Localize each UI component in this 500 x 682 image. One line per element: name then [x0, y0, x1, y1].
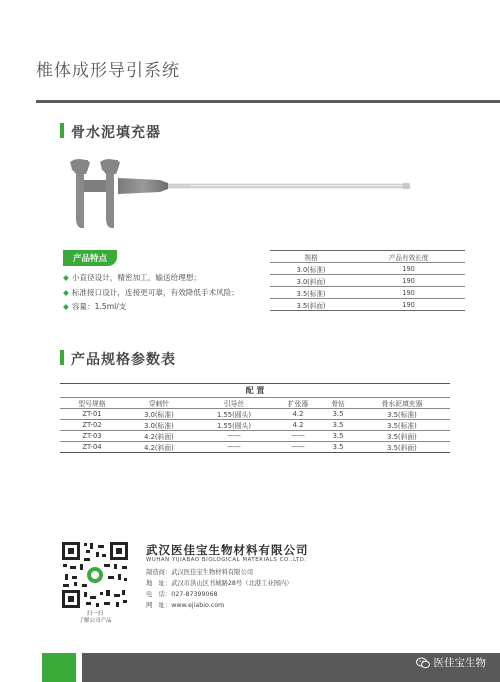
- column-header: 产品有效长度: [388, 253, 429, 262]
- feature-item: ◆ 标准接口设计，连接更可靠，有效降低手术风险；: [63, 288, 239, 297]
- table-cell: 3.5(斜面): [296, 301, 326, 310]
- table-cell: 190: [402, 288, 415, 297]
- table-cell: 3.5(斜面): [387, 433, 417, 441]
- table-row: [270, 263, 465, 275]
- table-cell: 1.55(圆头): [216, 411, 251, 419]
- table-cell: ZT-04: [82, 443, 102, 451]
- table-cell: 4.2(斜面): [144, 433, 174, 441]
- feature-item: ◆ 容量：1.5ml/支: [63, 302, 127, 311]
- table-cell: 3.0(标准): [144, 411, 174, 419]
- table-cell: 190: [402, 300, 415, 309]
- table-row: [60, 420, 450, 431]
- table-cell: 4.2(斜面): [144, 444, 174, 452]
- column-header: 型号规格: [78, 400, 106, 408]
- column-header: 扩张器: [287, 400, 309, 408]
- table-cell: ——: [291, 443, 305, 451]
- bullet-icon: ◆: [63, 273, 69, 282]
- table-cell: 3.5(标准): [387, 411, 417, 419]
- table-row: [60, 409, 450, 420]
- table-cell: 3.0(斜面): [296, 277, 326, 286]
- table-cell: 3.5(标准): [387, 422, 417, 430]
- website-line: 网 址：www.ejiabio.com: [146, 602, 225, 609]
- table-row: [270, 299, 465, 311]
- manufacturer-line: 制造商：武汉医佳宝生物材料有限公司: [146, 569, 254, 576]
- feature-item: ◆ 小直径设计，精密加工，输送给理想；: [63, 273, 201, 282]
- address-line: 地 址：武汉市洪山区书城路28号（北港工业园内）: [146, 580, 293, 587]
- table-cell: 3.0(标准): [296, 265, 326, 274]
- page-title: 椎体成形导引系统: [36, 61, 180, 81]
- table-cell: 1.55(圆头): [216, 422, 251, 430]
- table-cell: 190: [402, 276, 415, 285]
- title-divider: [36, 100, 500, 103]
- wechat-account: [416, 655, 487, 670]
- column-header: 规格: [304, 253, 318, 262]
- company-name: 武汉医佳宝生物材料有限公司: [146, 543, 309, 557]
- section-marker: [60, 123, 64, 138]
- table-cell: ——: [227, 443, 241, 451]
- column-header: 骨水泥填充器: [381, 400, 423, 408]
- qr-caption: 扫一扫 了解公司产品: [78, 611, 112, 624]
- table-row: [60, 431, 450, 442]
- wechat-icon: [416, 657, 430, 669]
- bullet-icon: ◆: [63, 288, 69, 297]
- group-header-row: [60, 384, 450, 398]
- bone-cement-filler-illustration: [60, 150, 420, 240]
- table-cell: 3.5: [332, 421, 344, 429]
- table-header-row: [270, 251, 465, 263]
- company-name-en: WUHAN YIJIABAO BIOLOGICAL MATERIALS CO.,LTD.: [146, 557, 307, 563]
- table-cell: 3.5: [332, 410, 344, 418]
- table-cell: ——: [227, 432, 241, 440]
- table-row: [270, 275, 465, 287]
- column-header: 引导丝: [223, 400, 245, 408]
- phone-line: 电 话：027-87399068: [146, 591, 218, 598]
- spec-table: [270, 250, 465, 311]
- table-cell: 190: [402, 264, 415, 273]
- table-cell: 3.5: [332, 432, 344, 440]
- wechat-label: 医佳宝生物: [433, 657, 486, 669]
- section-title-filler: 骨水泥填充器: [71, 125, 161, 141]
- parameter-table: [60, 383, 450, 453]
- table-cell: 3.5(标准): [296, 289, 326, 298]
- qr-code-icon: [60, 540, 130, 610]
- features-label: 产品特点: [63, 250, 117, 266]
- footer-accent: [42, 653, 76, 682]
- section-marker: [60, 350, 64, 365]
- group-header: 配 置: [245, 386, 265, 395]
- table-cell: 3.5(斜面): [387, 444, 417, 452]
- column-header: 骨钻: [331, 400, 345, 408]
- column-header: 穿刺针: [148, 400, 170, 408]
- table-cell: 4.2: [292, 410, 304, 418]
- section-title-params: 产品规格参数表: [71, 352, 176, 368]
- table-header-row: [60, 398, 450, 409]
- table-cell: ——: [291, 432, 305, 440]
- bullet-icon: ◆: [63, 302, 69, 311]
- table-cell: 3.5: [332, 443, 344, 451]
- table-cell: ZT-01: [82, 410, 102, 418]
- table-row: [60, 442, 450, 453]
- table-cell: 4.2: [292, 421, 304, 429]
- table-cell: ZT-02: [82, 421, 102, 429]
- table-cell: 3.0(标准): [144, 422, 174, 430]
- table-row: [270, 287, 465, 299]
- table-cell: ZT-03: [82, 432, 102, 440]
